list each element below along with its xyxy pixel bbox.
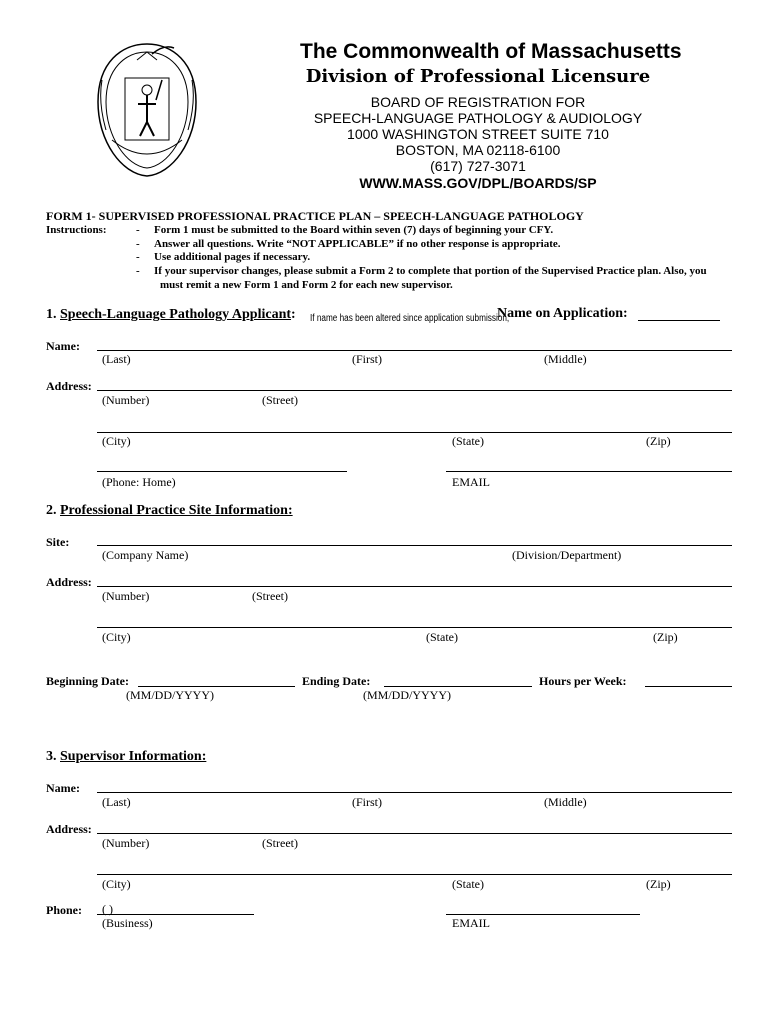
supervisor-address-label: Address: xyxy=(46,822,92,836)
section2-title: Professional Practice Site Information: xyxy=(60,503,293,518)
board-line-1: BOARD OF REGISTRATION FOR xyxy=(370,94,586,110)
name-change-note: If name has been altered since application submission, xyxy=(310,313,510,324)
business-label: (Business) xyxy=(102,916,153,930)
bullet-dash: - xyxy=(136,238,140,250)
site-street-field[interactable] xyxy=(97,586,732,587)
bullet-dash: - xyxy=(136,265,140,277)
middle-label: (Middle) xyxy=(544,352,587,366)
division-title: Division of Professional Licensure xyxy=(305,66,651,87)
zip-label: (Zip) xyxy=(646,877,671,891)
zip-label: (Zip) xyxy=(646,434,671,448)
hours-per-week-label: Hours per Week: xyxy=(539,674,627,688)
section1-heading xyxy=(46,307,296,323)
section3-heading xyxy=(46,749,206,765)
massachusetts-seal-icon xyxy=(92,40,202,180)
address-line: 1000 WASHINGTON STREET SUITE 710 xyxy=(347,126,609,142)
supervisor-name-field[interactable] xyxy=(97,792,732,793)
instruction-item: If your supervisor changes, please submit a Form 2 to complete that portion of the Supervised Practice plan. Also, you xyxy=(154,265,707,277)
section2-number: 2. xyxy=(46,503,57,518)
applicant-name-field[interactable] xyxy=(97,350,732,351)
ending-date-label: Ending Date: xyxy=(302,674,371,688)
name-on-application-label: Name on Application: xyxy=(497,306,628,321)
street-label: (Street) xyxy=(252,589,288,603)
phone-line: (617) 727-3071 xyxy=(430,158,526,174)
section3-title: Supervisor Information: xyxy=(60,749,207,764)
supervisor-street-field[interactable] xyxy=(97,833,732,834)
supervisor-phone-label: Phone: xyxy=(46,903,82,917)
instructions-label: Instructions: xyxy=(46,224,107,236)
supervisor-email-field[interactable] xyxy=(446,914,640,915)
applicant-street-field[interactable] xyxy=(97,390,732,391)
supervisor-city-field[interactable] xyxy=(97,874,732,875)
bullet-dash: - xyxy=(136,224,140,236)
ending-date-field[interactable] xyxy=(384,686,532,687)
site-address-label: Address: xyxy=(46,575,92,589)
middle-label: (Middle) xyxy=(544,795,587,809)
section1-title: Speech-Language Pathology Applicant xyxy=(60,307,292,322)
city-line: BOSTON, MA 02118-6100 xyxy=(395,142,561,158)
site-city-field[interactable] xyxy=(97,627,732,628)
division-label: (Division/Department) xyxy=(512,548,622,562)
supervisor-name-label: Name: xyxy=(46,781,80,795)
first-label: (First) xyxy=(352,352,382,366)
state-label: (State) xyxy=(426,630,458,644)
applicant-email-field[interactable] xyxy=(446,471,732,472)
last-label: (Last) xyxy=(102,352,131,366)
company-name-label: (Company Name) xyxy=(102,548,189,562)
section3-number: 3. xyxy=(46,749,57,764)
applicant-name-label: Name: xyxy=(46,339,80,353)
hours-per-week-field[interactable] xyxy=(645,686,732,687)
instruction-item: Use additional pages if necessary. xyxy=(154,251,311,263)
site-name-field[interactable] xyxy=(97,545,732,546)
agency-title: The Commonwealth of Massachusetts xyxy=(300,40,682,63)
email-label: EMAIL xyxy=(452,475,490,489)
number-label: (Number) xyxy=(102,589,150,603)
street-label: (Street) xyxy=(262,393,298,407)
beginning-date-label: Beginning Date: xyxy=(46,674,130,688)
beginning-date-field[interactable] xyxy=(138,686,295,687)
board-line-2: SPEECH-LANGUAGE PATHOLOGY & AUDIOLOGY xyxy=(313,110,643,126)
applicant-address-label: Address: xyxy=(46,379,92,393)
applicant-phone-field[interactable] xyxy=(97,471,347,472)
section1-colon: : xyxy=(291,307,296,322)
number-label: (Number) xyxy=(102,393,150,407)
instruction-item: Answer all questions. Write “NOT APPLICABLE” if no other response is appropriate. xyxy=(154,238,561,250)
form-title: FORM 1- SUPERVISED PROFESSIONAL PRACTICE PLAN – SPEECH-LANGUAGE PATHOLOGY xyxy=(46,209,584,223)
city-label: (City) xyxy=(102,630,131,644)
name-on-application-field[interactable] xyxy=(638,320,720,321)
city-label: (City) xyxy=(102,434,131,448)
area-code-parens: ( ) xyxy=(102,902,113,916)
first-label: (First) xyxy=(352,795,382,809)
section2-heading xyxy=(46,503,293,519)
applicant-city-field[interactable] xyxy=(97,432,732,433)
city-label: (City) xyxy=(102,877,131,891)
state-label: (State) xyxy=(452,877,484,891)
website-link[interactable]: WWW.MASS.GOV/DPL/BOARDS/SP xyxy=(359,175,597,191)
site-label: Site: xyxy=(46,535,70,549)
phone-home-label: (Phone: Home) xyxy=(102,475,176,489)
supervisor-phone-field[interactable] xyxy=(97,914,254,915)
instruction-continuation: must remit a new Form 1 and Form 2 for each new supervisor. xyxy=(160,279,453,291)
last-label: (Last) xyxy=(102,795,131,809)
zip-label: (Zip) xyxy=(653,630,678,644)
date-format-hint: (MM/DD/YYYY) xyxy=(363,688,451,702)
instruction-item: Form 1 must be submitted to the Board within seven (7) days of beginning your CFY. xyxy=(154,224,554,236)
section1-number: 1. xyxy=(46,307,57,322)
number-label: (Number) xyxy=(102,836,150,850)
email-label: EMAIL xyxy=(452,916,490,930)
state-label: (State) xyxy=(452,434,484,448)
street-label: (Street) xyxy=(262,836,298,850)
date-format-hint: (MM/DD/YYYY) xyxy=(126,688,214,702)
bullet-dash: - xyxy=(136,251,140,263)
